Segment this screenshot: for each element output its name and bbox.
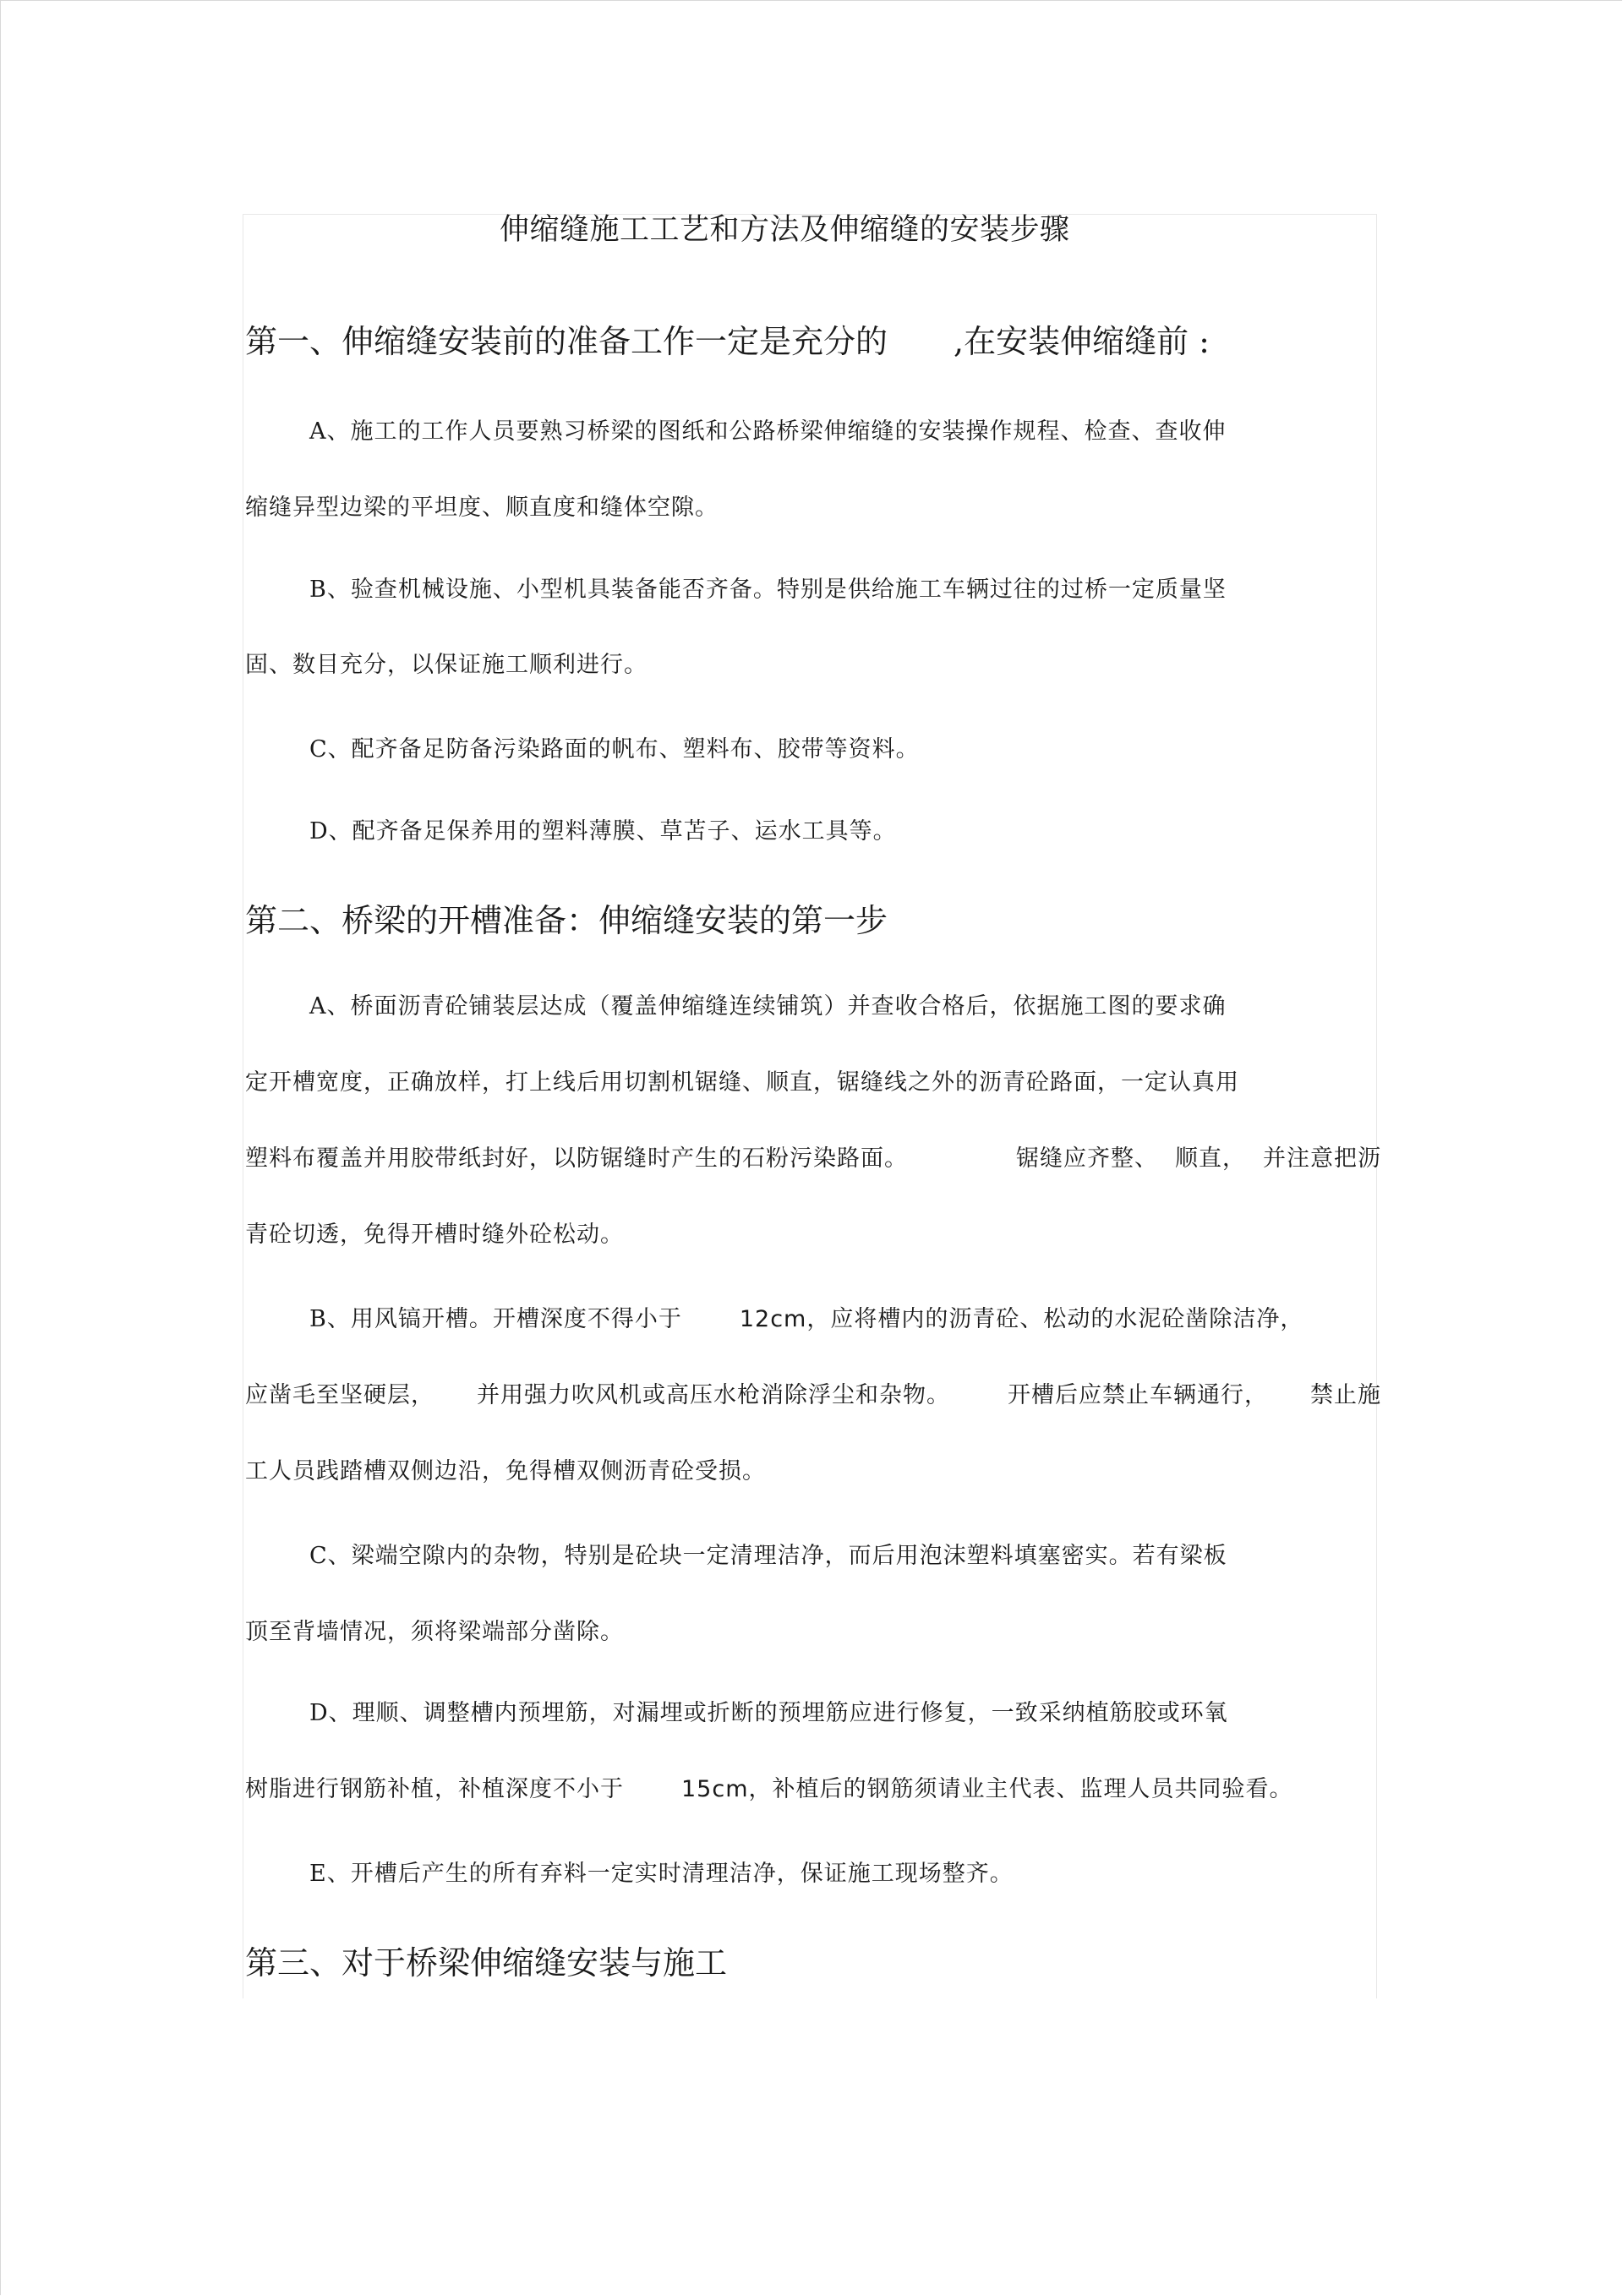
section1-itemD-line1: D、配齐备足保养用的塑料薄膜、草苫子、运水工具等。 (309, 818, 897, 845)
section2-itemA-line1: A、桥面沥青砼铺装层达成（覆盖伸缩缝连续铺筑）并查收合格后，依据施工图的要求确 (309, 993, 1227, 1020)
document-title: 伸缩缝施工工艺和方法及伸缩缝的安装步骤 (500, 213, 1070, 247)
section1-itemA-line2: 缩缝异型边梁的平坦度、顺直度和缝体空隙。 (245, 495, 719, 521)
section2-itemD-line2-part-a: 树脂进行钢筋补植，补植深度不小于 (245, 1776, 624, 1802)
section2-heading: 第二、桥梁的开槽准备：伸缩缝安装的第一步 (245, 902, 888, 939)
content-frame (243, 214, 1377, 1998)
section2-itemA-line4: 青砼切透，免得开槽时缝外砼松动。 (245, 1222, 624, 1248)
section1-itemB-line1: B、验查机械设施、小型机具装备能否齐备。特别是供给施工车辆过往的过桥一定质量坚 (309, 577, 1227, 603)
section2-itemA-line2: 定开槽宽度，正确放样，打上线后用切割机锯缝、顺直，锯缝线之外的沥青砼路面，一定认真用 (245, 1069, 1239, 1096)
section2-itemA-line3-part-b: 锯缝应齐整、 (1016, 1145, 1158, 1172)
section2-itemB-line1 (309, 1308, 1303, 1331)
section1-heading-part-a: 第一、伸缩缝安装前的准备工作一定是充分的 (245, 323, 888, 360)
section2-itemC-line1: C、梁端空隙内的杂物，特别是砼块一定清理洁净，而后用泡沫塑料填塞密实。若有梁板 (309, 1543, 1227, 1569)
section2-itemA-line3 (245, 1147, 1381, 1170)
section3-heading: 第三、对于桥梁伸缩缝安装与施工 (245, 1944, 728, 1982)
section2-itemC-line2: 顶至背墙情况，须将梁端部分凿除。 (245, 1619, 624, 1645)
section2-itemB-line2-part-c: 开槽后应禁止车辆通行， (1008, 1382, 1268, 1408)
section2-itemB-line2-part-d: 禁止施 (1310, 1382, 1381, 1408)
section2-itemD-line2 (245, 1778, 1293, 1801)
section1-heading (245, 325, 1210, 358)
section2-itemB-line2-part-a: 应凿毛至坚硬层， (245, 1382, 434, 1408)
section2-itemE-line1: E、开槽后产生的所有弃料一定实时清理洁净，保证施工现场整齐。 (309, 1861, 1014, 1887)
section2-itemA-line3-part-a: 塑料布覆盖并用胶带纸封好，以防锯缝时产生的石粉污染路面。 (245, 1145, 908, 1172)
section1-itemA-line1: A、施工的工作人员要熟习桥梁的图纸和公路桥梁伸缩缝的安装操作规程、检查、查收伸 (309, 418, 1227, 445)
section2-itemD-depth-value: 15cm (681, 1776, 749, 1802)
section1-heading-part-b: ,在安装伸缩缝前 : (954, 323, 1210, 360)
section1-itemB-line2: 固、数目充分，以保证施工顺利进行。 (245, 652, 648, 678)
section2-itemB-line2-part-b: 并用强力吹风机或高压水枪消除浮尘和杂物。 (477, 1382, 950, 1408)
section2-itemB-line2 (245, 1384, 1381, 1407)
section2-itemB-line1-part-a: B、用风镐开槽。开槽深度不得小于 (309, 1306, 682, 1332)
section2-itemD-line2-part-b: ，补植后的钢筋须请业主代表、监理人员共同验看。 (748, 1776, 1293, 1802)
section2-itemA-line3-part-d: 并注意把沥 (1263, 1145, 1381, 1172)
section2-itemD-line1: D、理顺、调整槽内预埋筋，对漏埋或折断的预埋筋应进行修复，一致采纳植筋胶或环氧 (309, 1700, 1228, 1726)
section2-itemB-line3: 工人员践踏槽双侧边沿，免得槽双侧沥青砼受损。 (245, 1458, 766, 1484)
section2-itemA-line3-part-c: 顺直， (1175, 1145, 1246, 1172)
section2-itemB-line1-part-b: ，应将槽内的沥青砼、松动的水泥砼凿除洁净， (806, 1306, 1304, 1332)
section1-itemC-line1: C、配齐备足防备污染路面的帆布、塑料布、胶带等资料。 (309, 736, 920, 763)
section2-itemB-depth-value: 12cm (739, 1306, 807, 1332)
